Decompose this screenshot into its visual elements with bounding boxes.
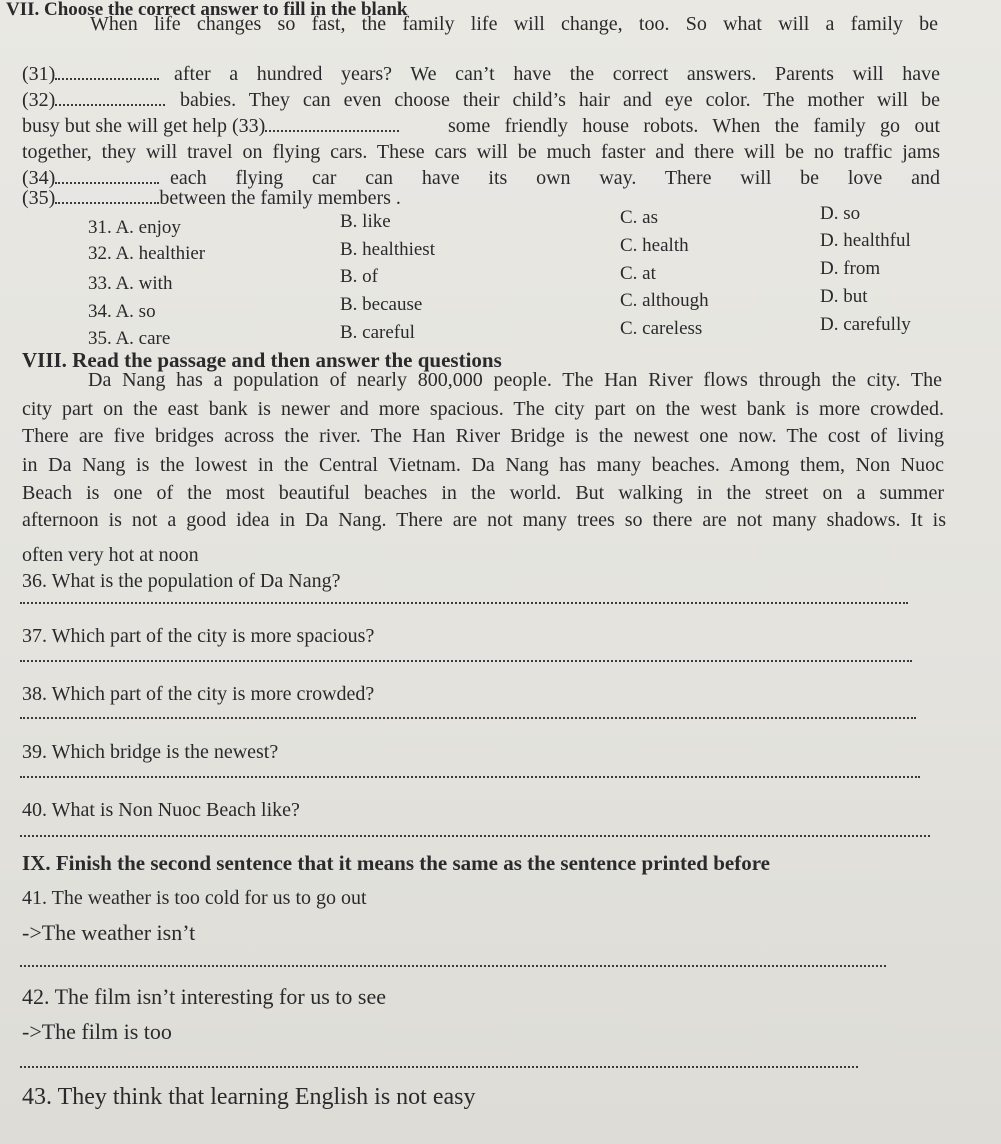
passage-line: often very hot at noon <box>22 544 199 566</box>
answer-blank-32[interactable] <box>55 88 165 106</box>
option-33-d[interactable]: D. from <box>820 258 881 279</box>
option-35-b[interactable]: B. careful <box>340 322 415 343</box>
rewrite-prompt-42: ->The film is too <box>22 1019 172 1044</box>
answer-blank-33[interactable] <box>265 114 399 132</box>
rewrite-prompt-41: ->The weather isn’t <box>22 920 196 945</box>
question-42: 42. The film isn’t interesting for us to see <box>22 984 386 1009</box>
option-31-d[interactable]: D. so <box>820 203 861 224</box>
passage-line: When life changes so fast, the family life will change, too. So what will a family be <box>90 13 938 35</box>
passage-line: There are five bridges across the river. The Han River Bridge is the newest one now. The cost of living <box>22 425 944 447</box>
passage-line: together, they will travel on flying cars. These cars will be much faster and there will be no traffic jams <box>22 141 940 163</box>
passage-line <box>22 88 165 112</box>
passage-text: between the family members . <box>159 187 401 209</box>
answer-blank-31[interactable] <box>55 62 159 80</box>
option-32-d[interactable]: D. healthful <box>820 230 911 251</box>
blank-number: (32) <box>22 89 56 111</box>
blank-number: (31) <box>22 63 56 85</box>
option-32-c[interactable]: C. health <box>620 235 689 256</box>
passage-line <box>22 114 399 138</box>
option-31-b[interactable]: B. like <box>340 211 391 232</box>
option-32-b[interactable]: B. healthiest <box>340 239 435 260</box>
option-33-b[interactable]: B. of <box>340 266 378 287</box>
passage-line: afternoon is not a good idea in Da Nang. There are not many trees so there are not many shadows. It is <box>22 509 946 531</box>
option-34-b[interactable]: B. because <box>340 294 423 315</box>
answer-blank-34[interactable] <box>55 166 159 184</box>
section-8-heading: VIII. Read the passage and then answer the questions <box>22 348 502 372</box>
option-34-d[interactable]: D. but <box>820 286 868 307</box>
blank-number: (35) <box>22 187 56 209</box>
passage-line: city part on the east bank is newer and more spacious. The city part on the west bank is more crowded. <box>22 398 944 420</box>
answer-line-36[interactable] <box>20 602 908 604</box>
blank-number: (34) <box>22 167 56 189</box>
question-38: 38. Which part of the city is more crowded? <box>22 683 375 705</box>
option-34-c[interactable]: C. although <box>620 290 709 311</box>
answer-blank-35[interactable] <box>55 186 159 204</box>
option-32-a[interactable]: 32. A. healthier <box>88 243 206 264</box>
passage-line <box>22 62 159 86</box>
answer-line-40[interactable] <box>20 835 930 837</box>
passage-line: some friendly house robots. When the family go out <box>448 115 940 137</box>
answer-line-41[interactable] <box>20 965 886 967</box>
option-34-a[interactable]: 34. A. so <box>88 301 156 322</box>
question-36: 36. What is the population of Da Nang? <box>22 570 341 592</box>
question-37: 37. Which part of the city is more spacious? <box>22 625 375 647</box>
question-41: 41. The weather is too cold for us to go out <box>22 887 367 909</box>
option-35-c[interactable]: C. careless <box>620 318 703 339</box>
option-33-c[interactable]: C. at <box>620 263 656 284</box>
passage-line <box>22 186 401 210</box>
passage-text: busy but she will get help (33) <box>22 115 266 137</box>
option-31-c[interactable]: C. as <box>620 207 658 228</box>
option-33-a[interactable]: 33. A. with <box>88 273 173 294</box>
question-43: 43. They think that learning English is not easy <box>22 1084 476 1110</box>
option-35-d[interactable]: D. carefully <box>820 314 911 335</box>
question-40: 40. What is Non Nuoc Beach like? <box>22 799 300 821</box>
passage-line: Beach is one of the most beautiful beaches in the world. But walking in the street on a summer <box>22 482 944 504</box>
option-35-a[interactable]: 35. A. care <box>88 328 171 349</box>
passage-line: babies. They can even choose their child’s hair and eye color. The mother will be <box>180 89 940 111</box>
passage-line: in Da Nang is the lowest in the Central Vietnam. Da Nang has many beaches. Among them, Non Nuoc <box>22 454 944 476</box>
answer-line-42[interactable] <box>20 1066 858 1068</box>
passage-line: each flying car can have its own way. There will be love and <box>170 167 940 189</box>
answer-line-37[interactable] <box>20 660 912 662</box>
section-9-heading: IX. Finish the second sentence that it means the same as the sentence printed before <box>22 851 770 875</box>
option-31-a[interactable]: 31. A. enjoy <box>88 217 181 238</box>
passage-line: after a hundred years? We can’t have the correct answers. Parents will have <box>174 63 940 85</box>
question-39: 39. Which bridge is the newest? <box>22 741 279 763</box>
answer-line-38[interactable] <box>20 717 916 719</box>
passage-line: Da Nang has a population of nearly 800,000 people. The Han River flows through the city. The <box>88 369 942 391</box>
section-7-heading: VII. Choose the correct answer to fill in the blank <box>6 0 408 20</box>
answer-line-39[interactable] <box>20 776 920 778</box>
